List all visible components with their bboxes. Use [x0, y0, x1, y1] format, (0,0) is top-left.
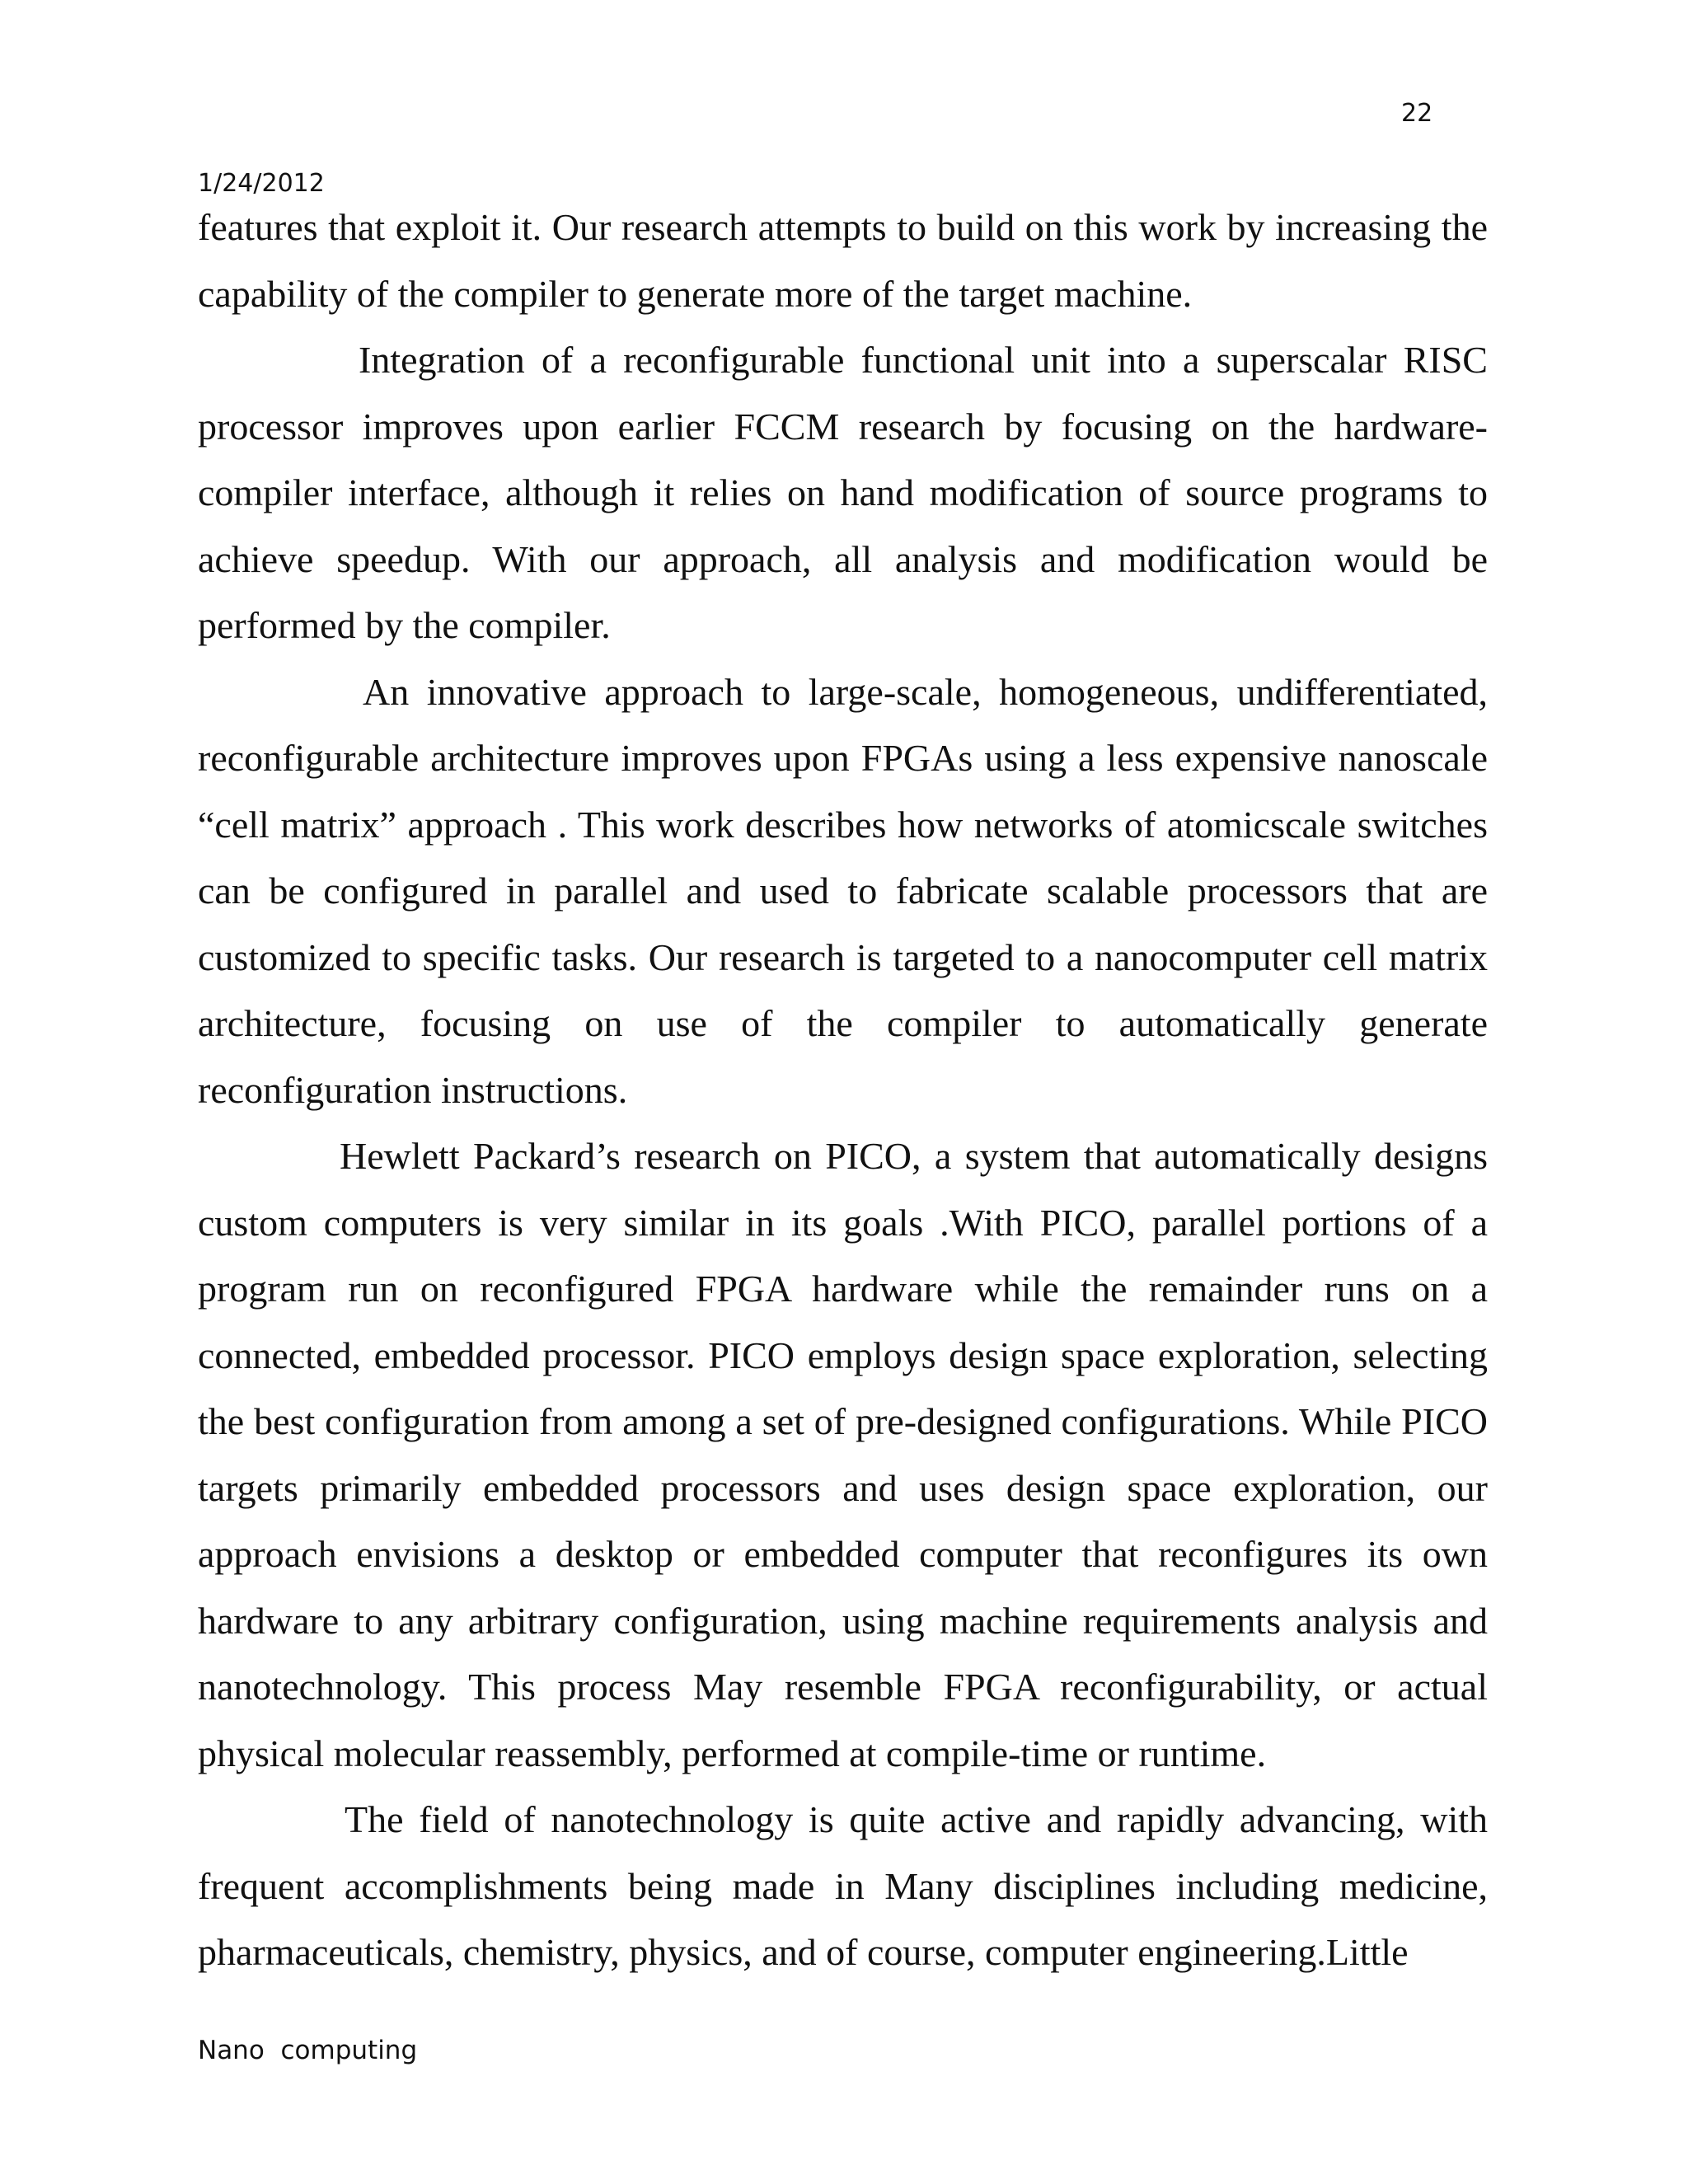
page-number: 22 — [1401, 99, 1433, 128]
paragraph: The field of nanotechnology is quite active and rapidly advancing, with frequent accomplishments being made in Many disciplines including medicine, pharmaceuticals, chemistry, physics, and of course, computer engineering.Little — [198, 1798, 1488, 1973]
paragraph: An innovative approach to large-scale, homogeneous, undifferentiated, reconfigurable architecture improves upon FPGAs using a less expensive nanoscale “cell matrix” approach . This work describes how networks of atomicscale switches can be configured in parallel and used to fabricate scalable processors that are customized to specific tasks. Our research is targeted to a nanocomputer cell matrix architecture, focusing on use of the compiler to automatically generate reconfiguration instructions. — [198, 670, 1488, 1111]
body-text — [198, 194, 1488, 1986]
header-date: 1/24/2012 — [198, 169, 325, 198]
footer-text: Nano computing — [198, 2036, 418, 2065]
paragraph: Hewlett Packard’s research on PICO, a system that automatically designs custom computers is very similar in its goals .With PICO, parallel portions of a program run on reconfigured FPGA hardware while the remainder runs on a connected, embedded processor. PICO employs design space exploration, selecting the best configuration from among a set of pre-designed configurations. While PICO targets primarily embedded processors and uses design space exploration, our approach envisions a desktop or embedded computer that reconfigures its own hardware to any arbitrary configuration, using machine requirements analysis and nanotechnology. This process May resemble FPGA reconfigurability, or actual physical molecular reassembly, performed at compile-time or runtime. — [198, 1135, 1488, 1774]
paragraph: Integration of a reconfigurable functional unit into a superscalar RISC processor improves upon earlier FCCM research by focusing on the hardware-compiler interface, although it relies on hand modification of source programs to achieve speedup. With our approach, all analysis and modification would be performed by the compiler. — [198, 339, 1488, 646]
paragraph: features that exploit it. Our research attempts to build on this work by increasing the capability of the compiler to generate more of the target machine. — [198, 206, 1488, 315]
